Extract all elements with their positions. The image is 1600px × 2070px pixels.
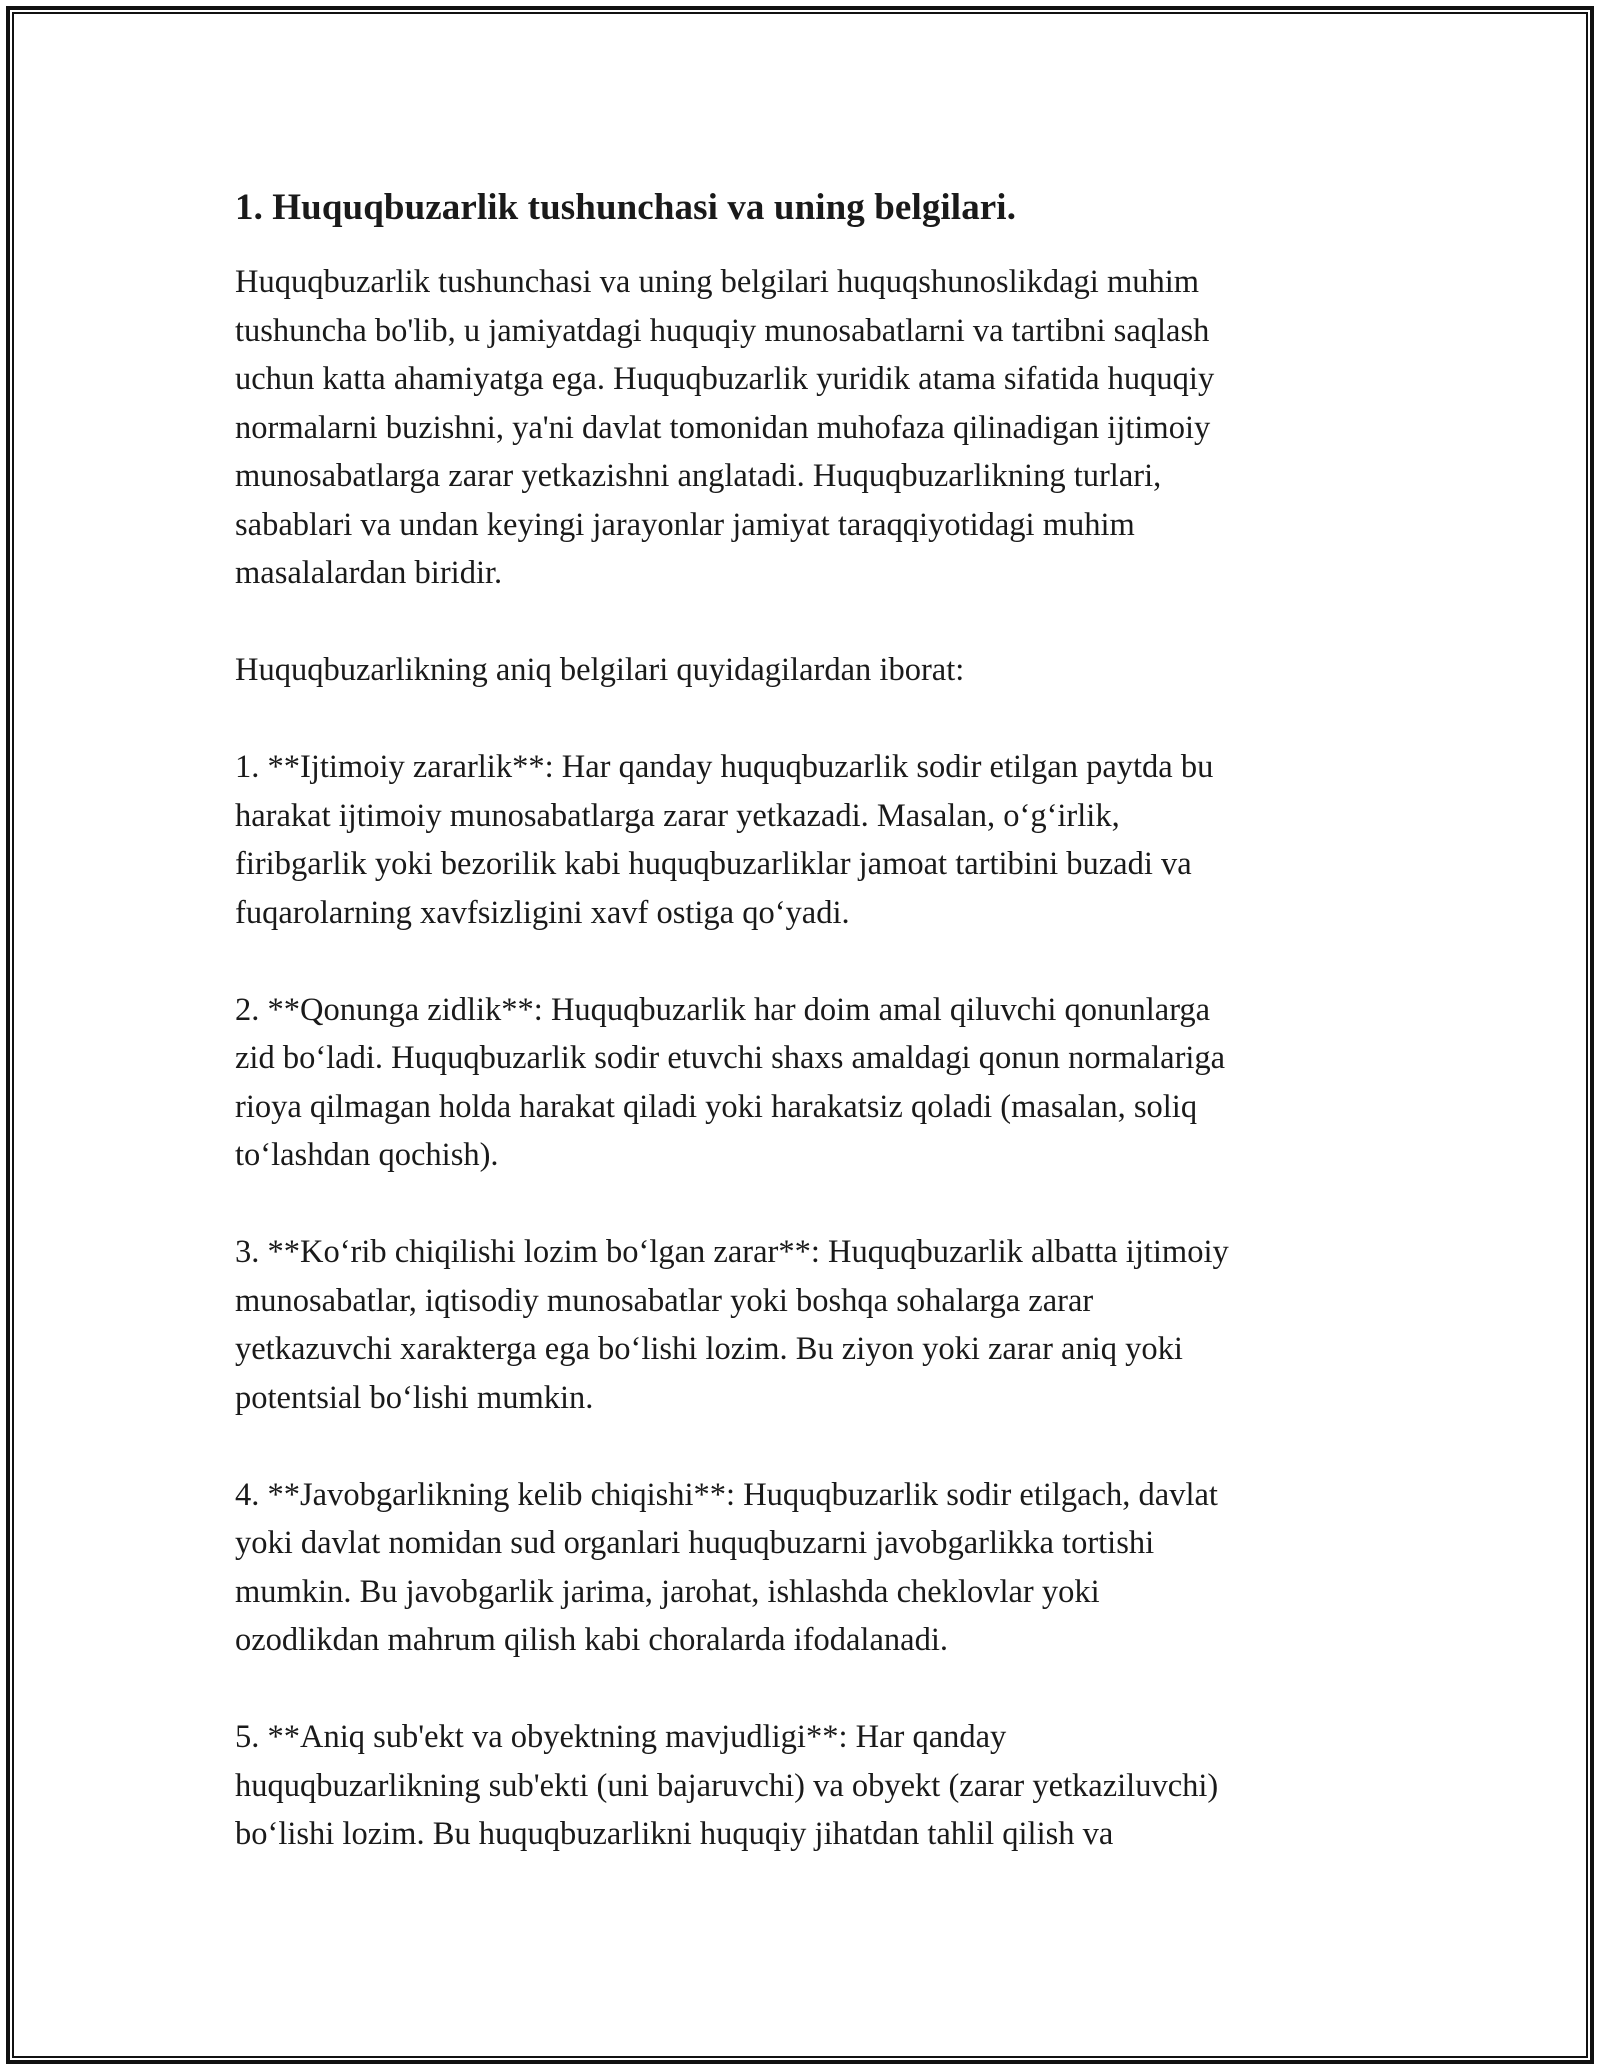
paragraph-spacer — [235, 1180, 1370, 1229]
list-intro-paragraph: Huquqbuzarlikning aniq belgilari quyidagilardan iborat: — [235, 652, 965, 688]
paragraph-spacer — [235, 695, 1370, 744]
list-item-5: 5. **Aniq sub'ekt va obyektning mavjudligi**: Har qanday huquqbuzarlikning sub'ekti (uni bajaruvchi) va obyekt (zarar yetkaziluvchi) bo‘lishi lozim. Bu huquqbuzarlikni huquqiy jihatdan tahlil qilish va — [235, 1719, 1219, 1852]
paragraph-spacer — [235, 598, 1370, 647]
list-item-3: 3. **Ko‘rib chiqilishi lozim bo‘lgan zarar**: Huquqbuzarlik albatta ijtimoiy munosabatlar, iqtisodiy munosabatlar yoki boshqa sohalarga zarar yetkazuvchi xarakterga ega bo‘lishi lozim. Bu ziyon yoki zarar aniq yoki potentsial bo‘lishi mumkin. — [235, 1234, 1229, 1416]
paragraph-spacer — [235, 1665, 1370, 1714]
document-page — [235, 188, 1370, 1859]
list-item-2: 2. **Qonunga zidlik**: Huquqbuzarlik har doim amal qiluvchi qonunlarga zid bo‘ladi. Huquqbuzarlik sodir etuvchi shaxs amaldagi qonun normalariga rioya qilmagan holda harakat qiladi yoki harakatsiz qoladi (masalan, soliq to‘lashdan qochish). — [235, 991, 1226, 1173]
paragraph-spacer — [235, 937, 1370, 986]
paragraph-spacer — [235, 1422, 1370, 1471]
intro-paragraph: Huquqbuzarlik tushunchasi va uning belgilari huquqshunoslikdagi muhim tushuncha bo'lib, u jamiyatdagi huquqiy munosabatlarni va tartibni saqlash uchun katta ahamiyatga ega. Huquqbuzarlik yuridik atama sifatida huquqiy normalarni buzishni, ya'ni davlat tomonidan muhofaza qilinadigan ijtimoiy munosabatlarga zarar yetkazishni anglatadi. Huquqbuzarlikning turlari, sabablari va undan keyingi jarayonlar jamiyat taraqqiyotidagi muhim masalalardan biridir. — [235, 264, 1215, 591]
list-item-1: 1. **Ijtimoiy zararlik**: Har qanday huquqbuzarlik sodir etilgan paytda bu harakat ijtimoiy munosabatlarga zarar yetkazadi. Masalan, o‘g‘irlik, firibgarlik yoki bezorilik kabi huquqbuzarliklar jamoat tartibini buzadi va fuqarolarning xavfsizligini xavf ostiga qo‘yadi. — [235, 749, 1214, 931]
section-title: 1. Huquqbuzarlik tushunchasi va uning belgilari. — [235, 187, 1017, 228]
list-item-4: 4. **Javobgarlikning kelib chiqishi**: Huquqbuzarlik sodir etilgach, davlat yoki davlat nomidan sud organlari huquqbuzarni javobgarlikka tortishi mumkin. Bu javobgarlik jarima, jarohat, ishlashda cheklovlar yoki ozodlikdan mahrum qilish kabi choralarda ifodalanadi. — [235, 1476, 1218, 1658]
